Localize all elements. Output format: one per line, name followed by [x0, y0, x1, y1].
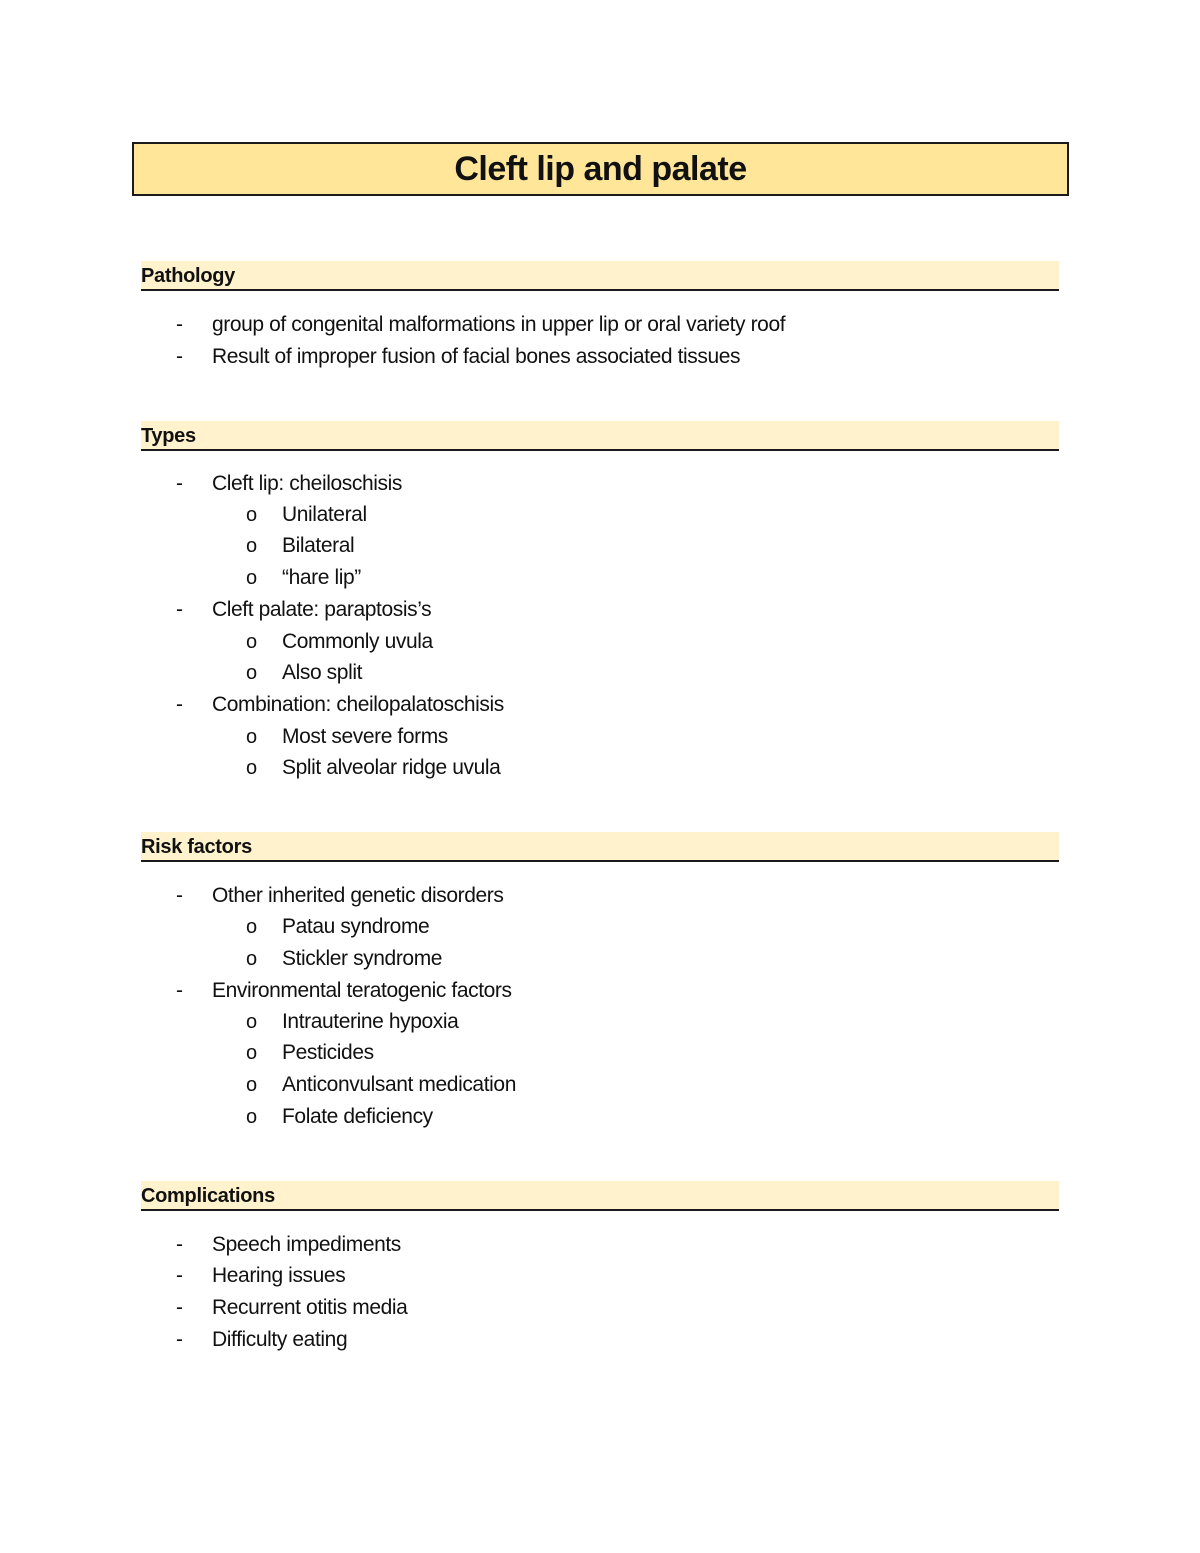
- dash-bullet: -: [176, 1296, 183, 1319]
- list-item-text: Result of improper fusion of facial bones associated tissues: [212, 345, 741, 368]
- dash-bullet: -: [176, 1328, 183, 1351]
- list-item-text: Combination: cheilopalatoschisis: [212, 693, 504, 716]
- section-title: Pathology: [141, 264, 235, 287]
- circle-bullet: o: [246, 631, 257, 653]
- list-item-text: Environmental teratogenic factors: [212, 979, 512, 1002]
- list-item-text: Unilateral: [282, 503, 367, 526]
- list-item-text: Cleft palate: paraptosis’s: [212, 598, 432, 621]
- circle-bullet: o: [246, 1106, 257, 1128]
- list-item-text: Stickler syndrome: [282, 947, 443, 970]
- list-item-text: Most severe forms: [282, 725, 448, 748]
- circle-bullet: o: [246, 1011, 257, 1033]
- circle-bullet: o: [246, 504, 257, 526]
- circle-bullet: o: [246, 1074, 257, 1096]
- circle-bullet: o: [246, 726, 257, 748]
- dash-bullet: -: [176, 345, 183, 368]
- circle-bullet: o: [246, 1042, 257, 1064]
- dash-bullet: -: [176, 1233, 183, 1256]
- circle-bullet: o: [246, 535, 257, 557]
- list-item-text: Pesticides: [282, 1041, 374, 1064]
- list-item-text: “hare lip”: [282, 566, 361, 589]
- list-item-text: Difficulty eating: [212, 1328, 348, 1351]
- list-item-text: Split alveolar ridge uvula: [282, 756, 501, 779]
- dash-bullet: -: [176, 979, 183, 1002]
- section-header-risk-factors: [141, 832, 1059, 862]
- list-item-text: Commonly uvula: [282, 630, 433, 653]
- dash-bullet: -: [176, 693, 183, 716]
- list-item-text: Also split: [282, 661, 363, 684]
- list-item-text: Speech impediments: [212, 1233, 401, 1256]
- circle-bullet: o: [246, 567, 257, 589]
- section-header-types: [141, 421, 1059, 451]
- circle-bullet: o: [246, 948, 257, 970]
- dash-bullet: -: [176, 1264, 183, 1287]
- list-item-text: Intrauterine hypoxia: [282, 1010, 459, 1033]
- section-title: Risk factors: [141, 835, 252, 858]
- section-title: Types: [141, 424, 196, 447]
- list-item-text: group of congenital malformations in upper lip or oral variety roof: [212, 313, 786, 336]
- page-title: Cleft lip and palate: [454, 149, 747, 188]
- list-item-text: Other inherited genetic disorders: [212, 884, 504, 907]
- dash-bullet: -: [176, 884, 183, 907]
- list-item-text: Cleft lip: cheiloschisis: [212, 472, 402, 495]
- list-item-text: Bilateral: [282, 534, 355, 557]
- section-header-complications: [141, 1181, 1059, 1211]
- dash-bullet: -: [176, 472, 183, 495]
- list-item-text: Anticonvulsant medication: [282, 1073, 516, 1096]
- circle-bullet: o: [246, 757, 257, 779]
- circle-bullet: o: [246, 916, 257, 938]
- list-item-text: Recurrent otitis media: [212, 1296, 408, 1319]
- list-item-text: Patau syndrome: [282, 915, 430, 938]
- dash-bullet: -: [176, 598, 183, 621]
- dash-bullet: -: [176, 313, 183, 336]
- title-box: [132, 142, 1069, 196]
- list-item-text: Hearing issues: [212, 1264, 346, 1287]
- section-title: Complications: [141, 1184, 275, 1207]
- circle-bullet: o: [246, 662, 257, 684]
- list-item-text: Folate deficiency: [282, 1105, 433, 1128]
- section-header-pathology: [141, 261, 1059, 291]
